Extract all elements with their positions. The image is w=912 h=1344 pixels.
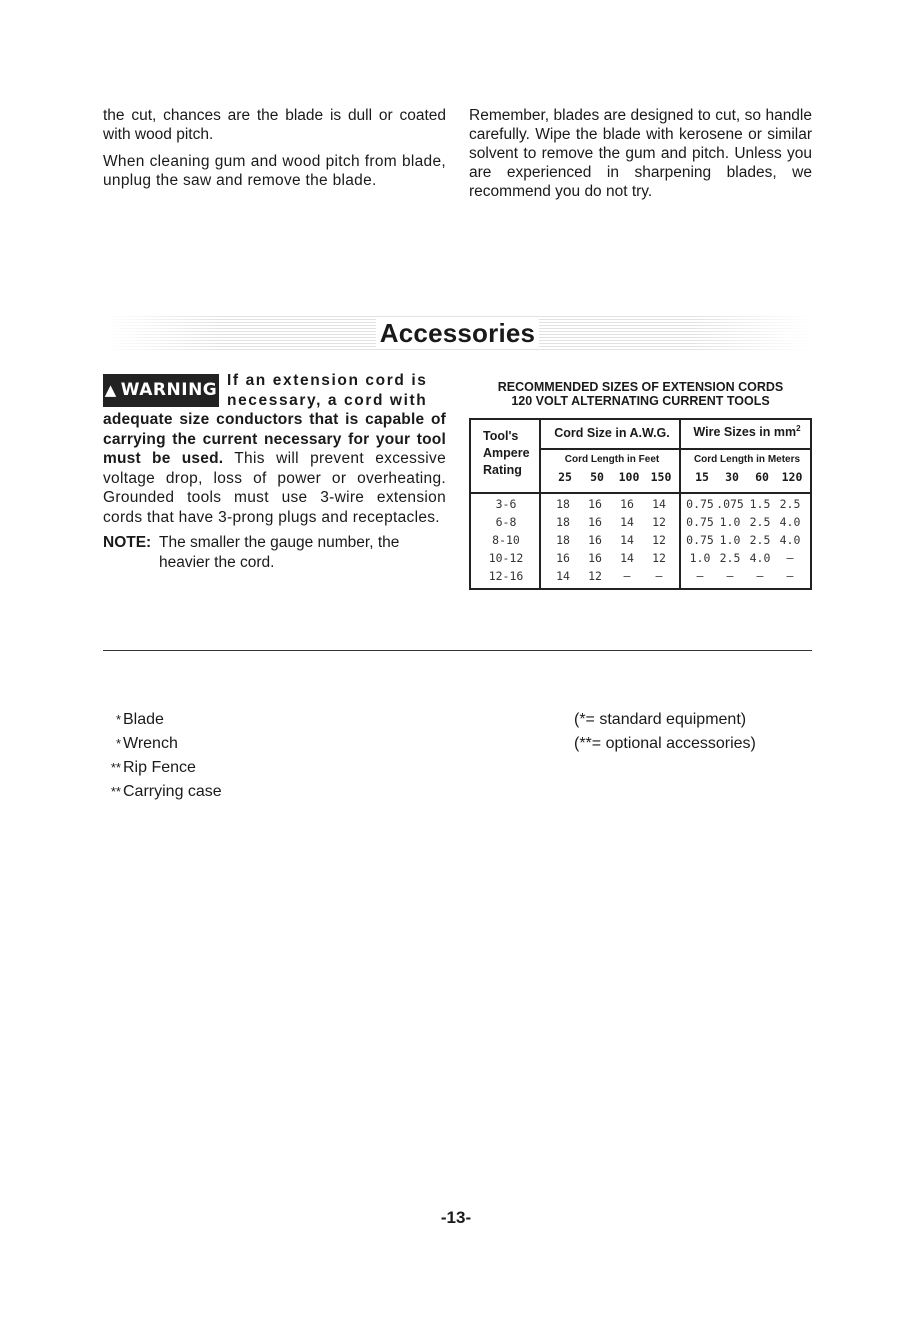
amp-cell: 3-6 xyxy=(495,497,517,511)
note xyxy=(103,533,446,572)
mm-cell: 2.5 xyxy=(719,551,741,565)
mm-cell: — xyxy=(756,569,764,583)
length-cell: 150 xyxy=(650,470,672,484)
section-title: Accessories xyxy=(103,318,812,349)
awg-cell: 16 xyxy=(588,533,602,547)
list-item-mark: ** xyxy=(110,784,121,799)
section-banner xyxy=(103,314,812,352)
length-cell: 60 xyxy=(755,470,769,484)
intro-paragraph: When cleaning gum and wood pitch from blade, unplug the saw and remove the blade. xyxy=(103,153,446,189)
mm-cell: 2.5 xyxy=(749,515,771,529)
awg-cell: 12 xyxy=(588,569,602,583)
awg-cell: 12 xyxy=(652,515,666,529)
intro-paragraph: Remember, blades are designed to cut, so handle carefully. Wipe the blade with kerosene or similar solvent to remove the gum and pitch. Unless you are experienced in sharpening blades, we recommend you do not try. xyxy=(469,107,812,200)
amp-cell: 12-16 xyxy=(488,569,524,583)
list-item-label: Carrying case xyxy=(123,783,222,800)
mm-cell: 1.0 xyxy=(719,533,741,547)
feet-header: Cord Length in Feet xyxy=(564,454,660,465)
awg-cell: 18 xyxy=(556,515,570,529)
mm-header-text: Wire Sizes in mm xyxy=(693,425,797,440)
awg-cell: 18 xyxy=(556,533,570,547)
intro-left-column xyxy=(103,106,446,198)
accessories-legend xyxy=(574,708,756,756)
awg-cell: 14 xyxy=(620,533,634,547)
mm-cell: — xyxy=(786,569,794,583)
list-item-label: Blade xyxy=(123,711,164,728)
legend-line: (*= standard equipment) xyxy=(574,711,747,728)
amp-cell: 10-12 xyxy=(488,551,524,565)
mm-cell: 2.5 xyxy=(779,497,801,511)
meter-lengths-row xyxy=(687,470,809,484)
list-item-label: Wrench xyxy=(123,735,178,752)
list-item-mark: ** xyxy=(110,760,121,775)
warning-bold-text: adequate size conductors that is capable of carrying the current necessary for your tool must be used. xyxy=(103,411,446,467)
length-cell: 15 xyxy=(695,470,709,484)
awg-cell: 14 xyxy=(620,515,634,529)
warning-intro: If an extension cord is necessary, a cord with xyxy=(227,372,428,409)
awg-header: Cord Size in A.W.G. xyxy=(554,426,670,440)
warning-body xyxy=(103,410,446,527)
accessories-list xyxy=(103,708,222,804)
mm-cell: — xyxy=(786,551,794,565)
awg-cell: 18 xyxy=(556,497,570,511)
warning-triangle-icon: ▲ xyxy=(104,380,117,399)
awg-cell: 12 xyxy=(652,551,666,565)
legend-line: (**= optional accessories) xyxy=(574,735,756,752)
length-cell: 30 xyxy=(725,470,739,484)
awg-cell: 14 xyxy=(652,497,666,511)
length-cell: 100 xyxy=(618,470,640,484)
header-line: Rating xyxy=(483,463,522,477)
warning-badge-label: WARNING xyxy=(120,379,218,400)
mm-cell: 1.5 xyxy=(749,497,771,511)
list-item-mark: * xyxy=(115,712,121,727)
intro-paragraph: the cut, chances are the blade is dull or coated with wood pitch. xyxy=(103,107,446,143)
ampere-rating-header xyxy=(471,420,541,494)
mm-cell: 4.0 xyxy=(779,515,801,529)
note-label: NOTE: xyxy=(103,534,152,551)
awg-cell: 16 xyxy=(588,515,602,529)
list-item-label: Rip Fence xyxy=(123,759,196,776)
warning-block xyxy=(103,371,446,572)
mm-cell: 2.5 xyxy=(749,533,771,547)
mm-cell: 0.75 xyxy=(686,497,714,511)
table-row xyxy=(471,533,810,549)
mm-cell: — xyxy=(726,569,734,583)
table-title-line: 120 VOLT ALTERNATING CURRENT TOOLS xyxy=(511,394,770,408)
warning-head xyxy=(103,371,446,410)
header-line: Ampere xyxy=(483,446,530,460)
list-item-mark: * xyxy=(115,736,121,751)
list-item xyxy=(103,708,222,732)
header-line: Tool's xyxy=(483,429,519,443)
awg-cell: — xyxy=(623,569,631,583)
awg-cell: 16 xyxy=(620,497,634,511)
awg-cell: 14 xyxy=(556,569,570,583)
feet-lengths-row xyxy=(549,470,679,484)
amp-cell: 6-8 xyxy=(495,515,517,529)
horizontal-rule xyxy=(103,650,812,651)
meters-header: Cord Length in Meters xyxy=(693,454,801,465)
mm-header xyxy=(683,420,811,450)
table-row xyxy=(471,551,810,567)
table-title xyxy=(469,380,812,408)
list-item xyxy=(103,756,222,780)
mm-header-sup: 2 xyxy=(796,424,801,433)
mm-cell: 4.0 xyxy=(749,551,771,565)
length-cell: 25 xyxy=(558,470,572,484)
mm-cell: 1.0 xyxy=(719,515,741,529)
mm-cell: — xyxy=(696,569,704,583)
length-cell: 50 xyxy=(590,470,604,484)
mm-cell: .075 xyxy=(716,497,744,511)
length-cell: 120 xyxy=(781,470,803,484)
mm-cell: 0.75 xyxy=(686,533,714,547)
awg-cell: 14 xyxy=(620,551,634,565)
list-item xyxy=(103,732,222,756)
awg-cell: 16 xyxy=(588,551,602,565)
awg-cell: 12 xyxy=(652,533,666,547)
mm-cell: 0.75 xyxy=(686,515,714,529)
awg-cell: 16 xyxy=(556,551,570,565)
intro-right-column xyxy=(469,106,812,209)
warning-body-text: This will prevent excessive voltage drop, loss of power or overheating. Grounded tools must use 3-wire extension cords that have 3-prong plugs and receptacles. xyxy=(103,450,446,526)
amp-cell: 8-10 xyxy=(492,533,520,547)
note-text: The smaller the gauge number, the heavier the cord. xyxy=(159,534,400,571)
extension-cord-table xyxy=(469,418,812,590)
warning-badge xyxy=(103,374,219,407)
page-number: -13- xyxy=(440,1208,472,1227)
awg-cell: — xyxy=(655,569,663,583)
list-item xyxy=(103,780,222,804)
table-title-line: RECOMMENDED SIZES OF EXTENSION CORDS xyxy=(497,380,784,394)
mm-cell: 4.0 xyxy=(779,533,801,547)
awg-cell: 16 xyxy=(588,497,602,511)
mm-cell: 1.0 xyxy=(689,551,711,565)
table-row xyxy=(471,569,810,585)
table-row xyxy=(471,497,810,513)
table-row xyxy=(471,515,810,531)
